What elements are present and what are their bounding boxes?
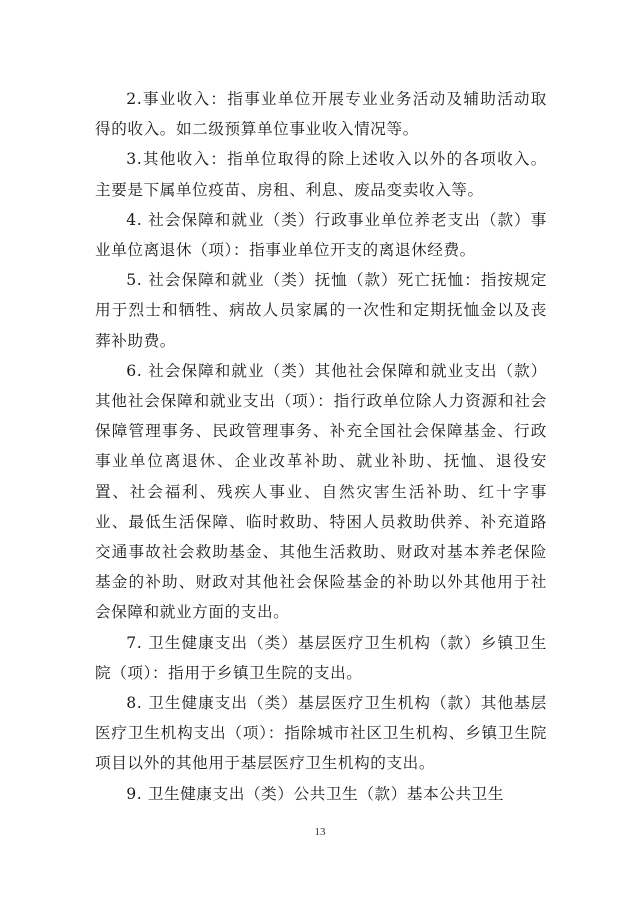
paragraph-other-primary-care: 8. 卫生健康支出（类）基层医疗卫生机构（款）其他基层医疗卫生机构支出（项）：指除城市社区卫生机构、乡镇卫生院项目以外的其他用于基层医疗卫生机构的支出。: [95, 694, 547, 773]
paragraph-death-pension: 5. 社会保障和就业（类）抚恤（款）死亡抚恤：指按规定用于烈士和牺牲、病故人员家属的一次性和定期抚恤金以及丧葬补助费。: [95, 271, 547, 350]
paragraph-other-income: 3.其他收入：指单位取得的除上述收入以外的各项收入。主要是下属单位疫苗、房租、利息、废品变卖收入等。: [95, 150, 547, 199]
paragraph-township-health-center: 7. 卫生健康支出（类）基层医疗卫生机构（款）乡镇卫生院（项）：指用于乡镇卫生院的支出。: [95, 633, 547, 682]
paragraph-business-income: 2.事业收入：指事业单位开展专业业务活动及辅助活动取得的收入。如二级预算单位事业收入情况等。: [95, 90, 547, 139]
page-number: 13: [314, 826, 326, 838]
paragraph-other-social-security: 6. 社会保障和就业（类）其他社会保障和就业支出（款）其他社会保障和就业支出（项）：指行政单位除人力资源和社会保障管理事务、民政管理事务、补充全国社会保障基金、行政事业单位离退休、企业改革补助、就业补助、抚恤、退役安置、社会福利、残疾人事业、自然灾害生活补助、红十字事业、最低生活保障、临时救助、特困人员救助供养、补充道路交通事故社会救助基金、其他生活救助、财政对基本养老保险基金的补助、财政对其他社会保险基金的补助以外其他用于社会保障和就业方面的支出。: [95, 361, 547, 622]
paragraph-public-health: 9. 卫生健康支出（类）公共卫生（款）基本公共卫生: [126, 784, 505, 803]
paragraph-retirement-expenditure: 4. 社会保障和就业（类）行政事业单位养老支出（款）事业单位离退休（项）：指事业单位开支的离退休经费。: [95, 210, 547, 260]
document-body: [95, 84, 547, 809]
